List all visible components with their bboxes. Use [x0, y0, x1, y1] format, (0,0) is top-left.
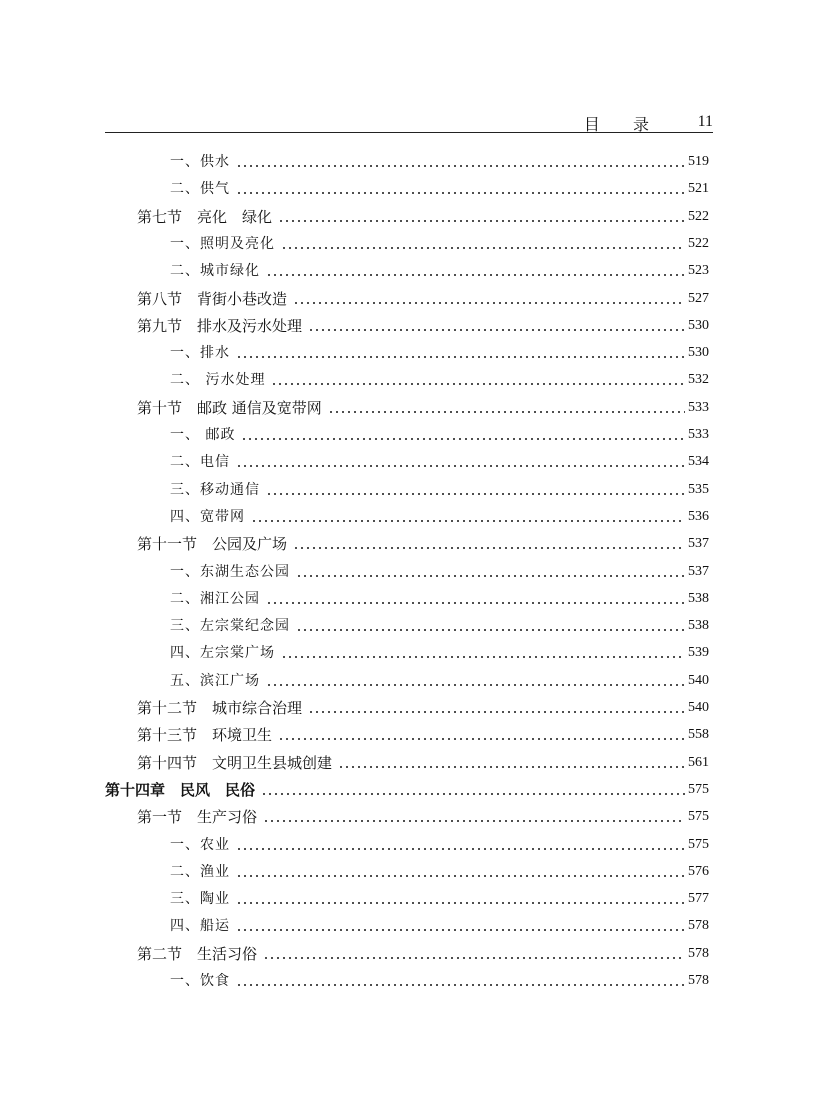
toc-subsection-entry	[170, 175, 709, 199]
dot-leader	[236, 984, 685, 986]
header-title: 目 录	[583, 115, 663, 134]
toc-entry-page: 558	[688, 727, 709, 743]
dot-leader	[281, 656, 685, 658]
dot-leader	[236, 929, 685, 931]
toc-section-entry	[137, 803, 709, 827]
dot-leader	[236, 192, 685, 194]
toc-entry-label: 二、湘江公园	[170, 590, 260, 607]
toc-entry-page: 537	[688, 563, 709, 579]
toc-entry-label: 第九节 排水及污水处理	[137, 316, 303, 335]
toc-entry-page: 578	[688, 918, 709, 934]
toc-entry-page: 519	[688, 154, 709, 169]
dot-leader	[278, 220, 685, 222]
dot-leader	[308, 711, 685, 713]
toc-entry-label: 二、 污水处理	[170, 372, 266, 389]
dot-leader	[281, 247, 685, 249]
toc-entry-label: 第十一节 公园及广场	[137, 535, 288, 554]
toc-entry-label: 一、供水	[170, 154, 230, 170]
toc-entry-page: 578	[688, 973, 709, 988]
dot-leader	[236, 902, 685, 904]
toc-subsection-entry	[170, 148, 709, 172]
toc-subsection-entry	[170, 585, 709, 609]
toc-entry-label: 第十四章 民风 民俗	[105, 780, 256, 799]
dot-leader	[236, 356, 685, 358]
toc-entry-page: 537	[688, 536, 709, 552]
toc-entry-label: 四、宽带网	[170, 508, 245, 525]
toc-entry-label: 三、陶业	[170, 891, 230, 908]
dot-leader	[296, 575, 685, 577]
dot-leader	[251, 520, 685, 522]
dot-leader	[261, 793, 685, 795]
dot-leader	[278, 738, 685, 740]
toc-entry-page: 530	[688, 317, 709, 333]
toc-entry-page: 540	[688, 700, 709, 715]
toc-entry-label: 一、饮食	[170, 973, 230, 989]
toc-entry-page: 534	[688, 454, 709, 470]
toc-entry-page: 577	[688, 891, 709, 907]
dot-leader	[293, 302, 685, 304]
toc-entry-page: 527	[688, 290, 709, 306]
toc-entry-page: 575	[688, 781, 709, 797]
toc-entry-page: 538	[688, 618, 709, 634]
toc-section-entry	[137, 749, 709, 773]
toc-entry-page: 522	[688, 235, 709, 251]
toc-section-entry	[137, 530, 709, 554]
toc-entry-page: 578	[688, 945, 709, 961]
toc-entry-label: 第十节 邮政 通信及宽带网	[137, 398, 322, 417]
toc-entry-page: 533	[688, 399, 709, 415]
dot-leader	[263, 820, 685, 822]
toc-section-entry	[137, 285, 709, 309]
dot-leader	[236, 848, 685, 850]
toc-subsection-entry	[170, 912, 709, 936]
toc-subsection-entry	[170, 612, 709, 636]
toc-entry-label: 一、照明及亮化	[170, 235, 275, 252]
toc-chapter-entry	[105, 776, 709, 800]
toc-entry-label: 第十四节 文明卫生县城创建	[137, 753, 333, 772]
toc-entry-page: 523	[688, 263, 709, 279]
dot-leader	[263, 957, 685, 959]
toc-entry-label: 第七节 亮化 绿化	[137, 207, 273, 226]
dot-leader	[271, 383, 685, 385]
toc-subsection-entry	[170, 366, 709, 390]
toc-entry-label: 一、东湖生态公园	[170, 563, 290, 580]
dot-leader	[293, 547, 685, 549]
dot-leader	[266, 684, 685, 686]
toc-entry-page: 533	[688, 427, 709, 442]
dot-leader	[338, 766, 685, 768]
toc-entry-page: 576	[688, 863, 709, 879]
toc-entry-page: 536	[688, 508, 709, 524]
dot-leader	[266, 274, 685, 276]
toc-entry-page: 530	[688, 345, 709, 361]
dot-leader	[236, 165, 685, 167]
toc-subsection-entry	[170, 339, 709, 363]
toc-subsection-entry	[170, 639, 709, 663]
toc-subsection-entry	[170, 421, 709, 445]
toc-entry-label: 第十二节 城市综合治理	[137, 699, 303, 717]
toc-section-entry	[137, 312, 709, 336]
dot-leader	[296, 629, 685, 631]
dot-leader	[241, 438, 685, 440]
toc-entry-page: 561	[688, 754, 709, 770]
dot-leader	[266, 602, 685, 604]
toc-section-entry	[137, 721, 709, 745]
dot-leader	[236, 875, 685, 877]
toc-entry-label: 五、滨江广场	[170, 672, 260, 689]
toc-entry-label: 二、供气	[170, 181, 230, 198]
toc-subsection-entry	[170, 476, 709, 500]
toc-subsection-entry	[170, 967, 709, 991]
toc-entry-label: 一、农业	[170, 836, 230, 853]
running-header	[105, 110, 713, 133]
toc-entry-label: 第二节 生活习俗	[137, 944, 258, 963]
toc-entry-label: 二、城市绿化	[170, 263, 260, 280]
toc-subsection-entry	[170, 558, 709, 582]
toc-entry-label: 三、移动通信	[170, 481, 260, 498]
toc-subsection-entry	[170, 667, 709, 691]
toc-section-entry	[137, 394, 709, 418]
toc-entry-page: 522	[688, 208, 709, 224]
toc-entry-label: 二、渔业	[170, 863, 230, 880]
toc-entry-label: 四、船运	[170, 918, 230, 935]
toc-entry-page: 538	[688, 590, 709, 606]
toc-entry-label: 四、左宗棠广场	[170, 645, 275, 662]
toc-entry-page: 535	[688, 481, 709, 497]
toc-entry-page: 575	[688, 809, 709, 825]
dot-leader	[328, 411, 685, 413]
toc-entry-page: 521	[688, 181, 709, 197]
toc-entry-page: 575	[688, 836, 709, 852]
toc-entry-page: 539	[688, 645, 709, 661]
toc-entry-label: 二、电信	[170, 454, 230, 471]
dot-leader	[308, 329, 685, 331]
toc-entry-page: 540	[688, 672, 709, 688]
toc-subsection-entry	[170, 503, 709, 527]
toc-entry-label: 第八节 背街小巷改造	[137, 289, 288, 308]
toc-entry-label: 第一节 生产习俗	[137, 808, 258, 827]
toc-subsection-entry	[170, 885, 709, 909]
toc-subsection-entry	[170, 448, 709, 472]
header-page-number: 11	[697, 113, 713, 130]
toc-subsection-entry	[170, 230, 709, 254]
toc-section-entry	[137, 203, 709, 227]
toc-entry-label: 第十三节 环境卫生	[137, 726, 273, 745]
toc-subsection-entry	[170, 257, 709, 281]
toc-entry-label: 三、左宗棠纪念园	[170, 618, 290, 635]
toc-subsection-entry	[170, 858, 709, 882]
toc-section-entry	[137, 940, 709, 964]
toc-entry-label: 一、 邮政	[170, 427, 236, 443]
dot-leader	[236, 465, 685, 467]
toc-section-entry	[137, 694, 709, 718]
toc-entry-page: 532	[688, 372, 709, 388]
dot-leader	[266, 493, 685, 495]
toc-entry-label: 一、排水	[170, 345, 230, 362]
toc-subsection-entry	[170, 831, 709, 855]
